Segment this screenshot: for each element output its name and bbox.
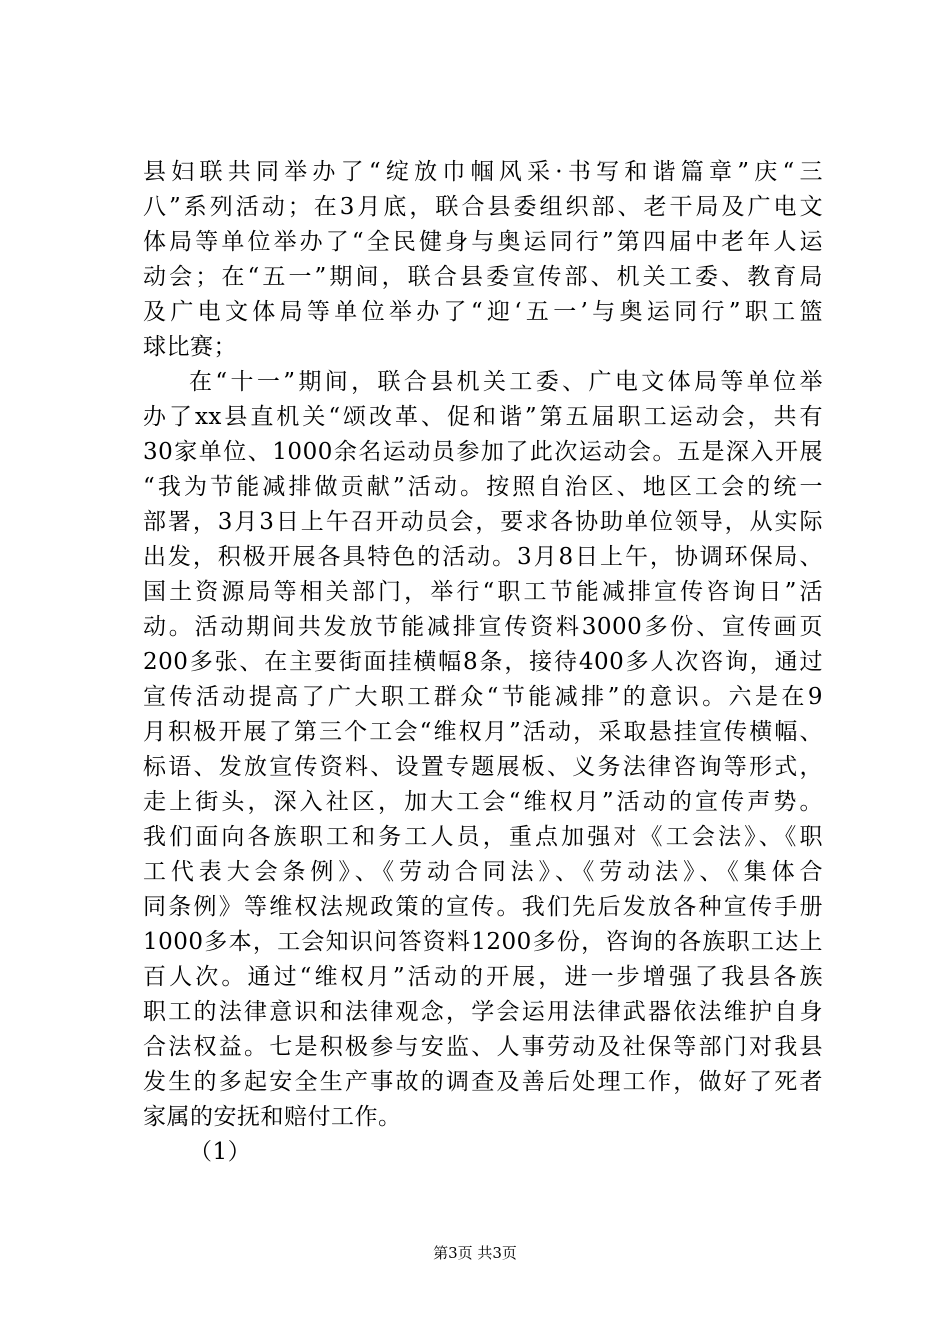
text-line: 百人次。通过“维权月”活动的开展，进一步增强了我县各族 [143,964,823,990]
text-line: 月积极开展了第三个工会“维权月”活动，采取悬挂宣传横幅、 [143,719,823,745]
text-line: 200多张、在主要街面挂横幅8条，接待400多人次咨询，通过 [143,649,823,675]
text-line: 30家单位、1000余名运动员参加了此次运动会。五是深入开展 [143,439,823,465]
text-line: “我为节能减排做贡献”活动。按照自治区、地区工会的统一 [143,474,823,500]
text-line: 职工的法律意识和法律观念，学会运用法律武器依法维护自身 [143,999,823,1025]
text-line: 我们面向各族职工和务工人员，重点加强对《工会法》、《职 [143,824,823,850]
text-line: 体局等单位举办了“全民健身与奥运同行”第四届中老年人运 [143,229,823,255]
text-line: 出发，积极开展各具特色的活动。3月8日上午，协调环保局、 [143,544,823,570]
text-line: 办了xx县直机关“颂改革、促和谐”第五届职工运动会，共有 [143,404,823,430]
text-line: 国土资源局等相关部门，举行“职工节能减排宣传咨询日”活 [143,579,823,605]
text-line: 宣传活动提高了广大职工群众“节能减排”的意识。六是在9 [143,684,823,710]
text-line: 八”系列活动；在3月底，联合县委组织部、老干局及广电文 [143,194,823,220]
text-line: 及广电文体局等单位举办了“迎‘五一’与奥运同行”职工篮 [143,299,823,325]
section-marker: （1） [189,1139,252,1165]
text-line: 部署，3月3日上午召开动员会，要求各协助单位领导，从实际 [143,509,823,535]
text-line: 1000多本，工会知识问答资料1200多份，咨询的各族职工达上 [143,929,823,955]
page-footer: 第3页 共3页 [433,1244,517,1262]
text-line: 动。活动期间共发放节能减排宣传资料3000多份、宣传画页 [143,614,823,640]
text-line: 球比赛； [143,334,237,360]
text-line: 走上街头，深入社区，加大工会“维权月”活动的宣传声势。 [143,789,823,815]
text-line: 工代表大会条例》、《劳动合同法》、《劳动法》、《集体合 [143,859,823,885]
text-line: 家属的安抚和赔付工作。 [143,1104,402,1130]
body-text [143,155,823,1170]
text-line: 在“十一”期间，联合县机关工委、广电文体局等单位举 [189,369,823,395]
text-line: 发生的多起安全生产事故的调查及善后处理工作，做好了死者 [143,1069,823,1095]
text-line: 县妇联共同举办了“绽放巾帼风采·书写和谐篇章”庆“三 [143,159,823,185]
text-line: 同条例》等维权法规政策的宣传。我们先后发放各种宣传手册 [143,894,823,920]
text-line: 标语、发放宣传资料、设置专题展板、义务法律咨询等形式， [143,754,823,780]
text-line: 动会；在“五一”期间，联合县委宣传部、机关工委、教育局 [143,264,823,290]
text-line: 合法权益。七是积极参与安监、人事劳动及社保等部门对我县 [143,1034,823,1060]
